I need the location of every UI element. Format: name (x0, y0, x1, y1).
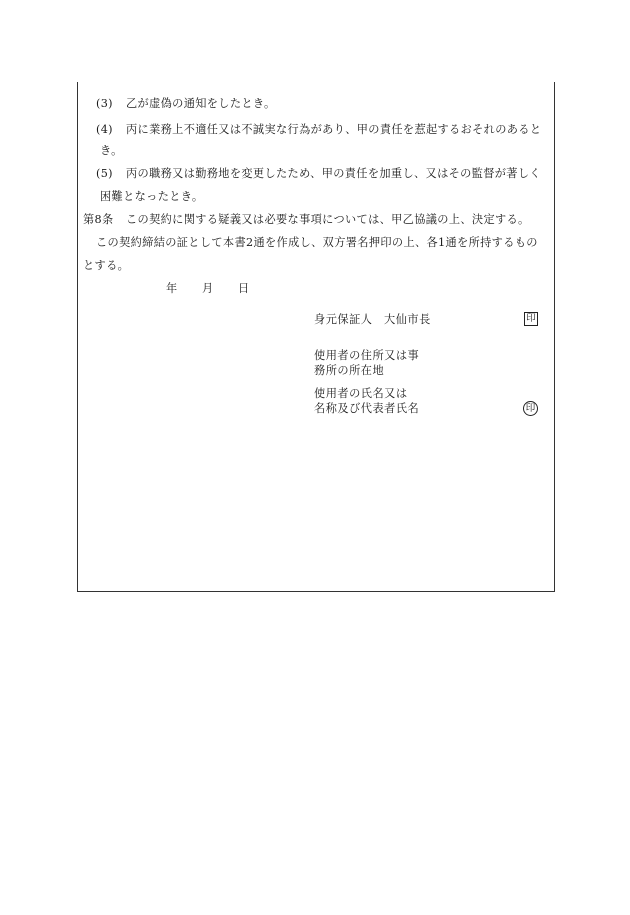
article-8-text: この契約に関する疑義又は必要な事項については、甲乙協議の上、決定する。 (126, 213, 530, 226)
employer-name-label-line-2: 名称及び代表者氏名 (314, 402, 420, 415)
article-8-label: 第8条 (83, 213, 114, 226)
closing-text-line-1: この契約締結の証として本書2通を作成し、双方署名押印の上、各1通を所持するもの (96, 236, 538, 249)
item-3-number: (3) (96, 97, 113, 110)
employer-address-label-line-2: 務所の所在地 (314, 364, 385, 377)
item-5-number: (5) (96, 167, 113, 180)
employer-name-label-line-1: 使用者の氏名又は (314, 387, 408, 400)
item-4-continuation: き。 (100, 144, 123, 157)
date-day: 日 (238, 282, 250, 295)
document-frame (77, 82, 555, 592)
guarantor-label: 身元保証人 (314, 313, 373, 326)
seal-square-icon: 印 (524, 312, 538, 326)
item-5-text: 丙の職務又は勤務地を変更したため、甲の責任を加重し、又はその監督が著しく (126, 167, 541, 180)
item-3-text: 乙が虚偽の通知をしたとき。 (126, 97, 276, 110)
employer-address-label-line-1: 使用者の住所又は事 (314, 349, 420, 362)
date-month: 月 (202, 282, 214, 295)
item-5-continuation: 困難となったとき。 (100, 190, 204, 203)
guarantor-name: 大仙市長 (384, 313, 431, 326)
closing-text-line-2: とする。 (83, 259, 130, 272)
seal-circle-icon: 印 (523, 401, 538, 416)
item-4-number: (4) (96, 123, 113, 136)
date-year: 年 (166, 282, 178, 295)
item-4-text: 丙に業務上不適任又は不誠実な行為があり、甲の責任を惹起するおそれのあると (126, 123, 542, 136)
